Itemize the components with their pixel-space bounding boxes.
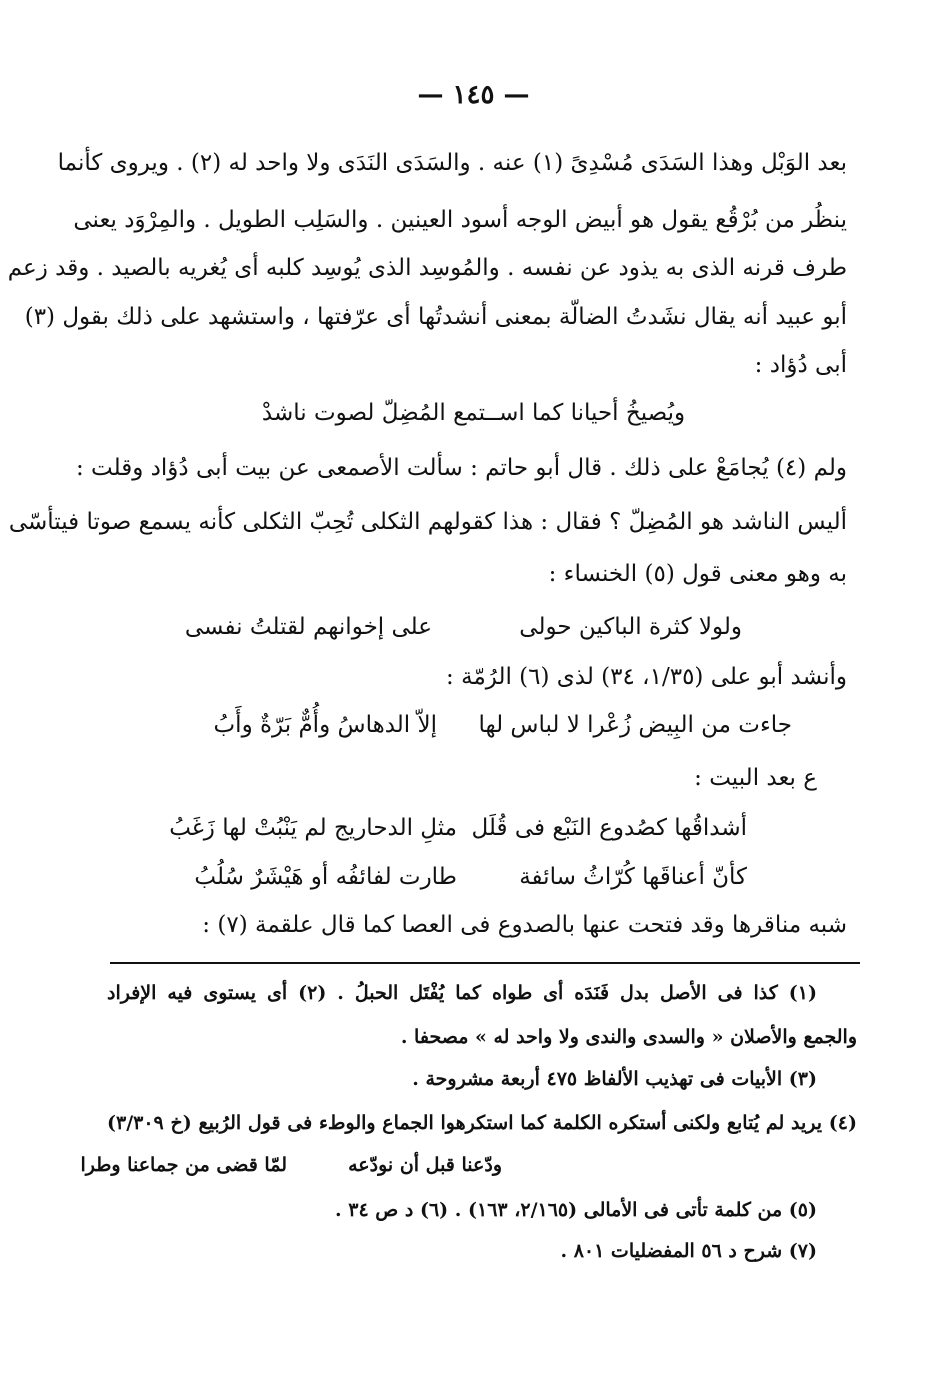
verse-hemistich-second: مثلِ الدحاريج لم يَنْبُتْ لها زَغَبُ [169, 815, 457, 841]
body-line: ينظُر من بُرْقُع يقول هو أبيض الوجه أسود العينين . والسَلِب الطويل . والمِرْوَد يعنى [73, 207, 847, 233]
verse-line: ويُصيخُ أحيانا كما اســتمع المُضِلّ لصوت ناشدْ [261, 400, 686, 426]
body-line: ولم (٤) يُجامَعْ على ذلك . قال أبو حاتم : سألت الأصمعى عن بيت أبى دُؤاد وقلت : [76, 455, 847, 481]
body-line: به وهو معنى قول (٥) الخنساء : [548, 561, 847, 587]
verse-hemistich-first: كأنّ أعناقَها كُرّاثُ سائفة [519, 864, 747, 890]
verse-hemistich-second: طارت لفائفُه أو هَيْشَرٌ سُلُبُ [194, 864, 457, 890]
verse-hemistich-second: على إخوانهم لقتلتُ نفسى [184, 614, 432, 640]
footnote-separator [110, 962, 860, 964]
body-line: شبه مناقرها وقد فتحت عنها بالصدوع فى العصا كما قال علقمة (٧) : [202, 912, 847, 938]
footnote-verse-second: لمّا قضى من جماعنا وطرا [80, 1154, 287, 1176]
footnote-line: (١) كذا فى الأصل بدل فَنَدَه أى طواه كما يُفْتَل الحبلُ . (٢) أى يستوى فيه الإفراد [107, 982, 817, 1004]
body-line: ع بعد البيت : [694, 765, 817, 791]
body-line: أبى دُؤاد : [754, 352, 847, 378]
verse-hemistich-first: جاءت من البِيض زُعْرا لا لباس لها [478, 712, 792, 738]
footnote-line: (٣) الأبيات فى تهذيب الألفاظ ٤٧٥ أربعة مشروحة . [412, 1068, 817, 1090]
footnote-line: (٧) شرح د ٥٦ المفضليات ٨٠١ . [560, 1240, 817, 1262]
body-line: وأنشد أبو على (١/٣٥، ٣٤) لذى (٦) الرُمّة : [446, 664, 847, 690]
verse-hemistich-first: أشداقُها كصُدوع النَبْع فى قُلَل [471, 815, 747, 841]
verse-hemistich-first: ولولا كثرة الباكين حولى [519, 614, 742, 640]
footnote-line: (٥) من كلمة تأتى فى الأمالى (٢/١٦٥، ١٦٣) . (٦) د ص ٣٤ . [335, 1199, 817, 1221]
page-number: — ١٤٥ — [417, 80, 530, 110]
body-line: بعد الوَبْل وهذا السَدَى مُسْدِىً (١) عنه . والسَدَى النَدَى ولا واحد له (٢) . ويروى كأنما [57, 150, 847, 176]
footnote-line: (٤) يريد لم يُتابع ولكنى أستكره الكلمة كما استكرهوا الجماع والوطء فى قول الرُبيع (خ ٣/٣٠٩) [107, 1112, 857, 1134]
body-line: أبو عبيد أنه يقال نشَدتُ الضالّة بمعنى أنشدتُها أى عرّفتها ، واستشهد على ذلك بقول (٣) [24, 304, 847, 330]
footnote-verse-first: ودّعنا قبل أن نودّعه [348, 1154, 502, 1176]
verse-hemistich-second: إلاّ الدهاسُ وأُمٌّ بَرّةٌ وأَبُ [213, 712, 437, 738]
body-line: طرف قرنه الذى به يذود عن نفسه . والمُوسِد الذى يُوسِد كلبه أى يُغريه بالصيد . وقد زعم [7, 255, 847, 281]
body-line: أليس الناشد هو المُضِلّ ؟ فقال : هذا كقولهم الثكلى تُحِبّ الثكلى كأنه يسمع صوتا فيتأسّى [8, 509, 847, 535]
footnote-line: والجمع والأصلان « والسدى والندى ولا واحد له » مصحفا . [400, 1026, 857, 1048]
